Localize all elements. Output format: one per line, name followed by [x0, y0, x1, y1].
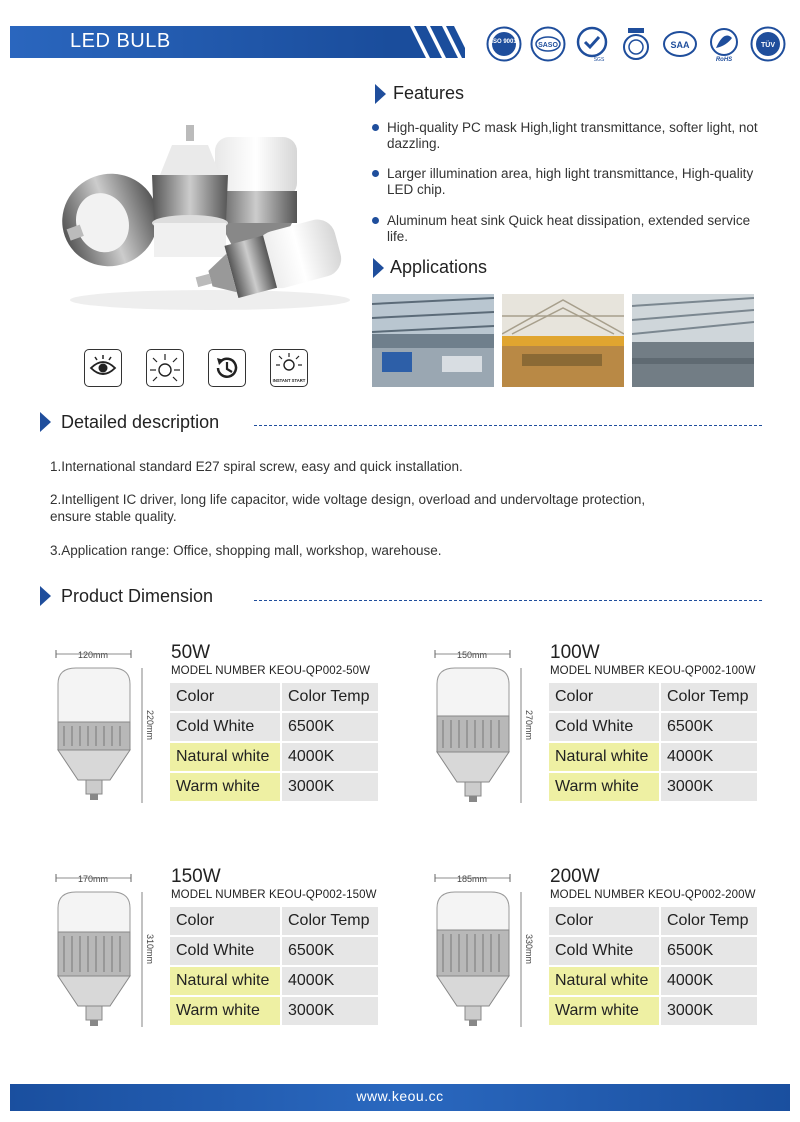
table-row: Natural white 4000K	[170, 743, 378, 771]
product-wattage: 50W	[171, 642, 211, 663]
table-row: Warm white 3000K	[549, 997, 757, 1025]
applications-heading: Applications	[390, 257, 488, 277]
bullet-icon	[372, 124, 379, 131]
svg-text:SAA: SAA	[670, 40, 690, 50]
bullet-icon	[372, 217, 379, 224]
table-row: Natural white 4000K	[549, 967, 757, 995]
feature-item: Larger illumination area, high light transmittance, High-quality LED chip.	[372, 166, 762, 198]
height-dimension: 270mm	[524, 710, 534, 741]
saa-icon	[662, 26, 698, 62]
website-link[interactable]: www.keou.cc	[356, 1088, 444, 1104]
bullet-icon	[372, 170, 379, 177]
saso-icon	[530, 26, 566, 62]
table-row: Warm white 3000K	[549, 773, 757, 801]
model-number: MODEL NUMBER KEOU-QP002-100W	[550, 665, 756, 677]
iso-9001-icon	[486, 26, 522, 62]
feature-item: Aluminum heat sink Quick heat dissipation, extended service life.	[372, 213, 762, 245]
width-dimension: 120mm	[78, 650, 109, 660]
bulb-diagram	[46, 872, 156, 1036]
height-dimension: 310mm	[145, 934, 155, 965]
description-heading: Detailed description	[61, 412, 220, 432]
feature-item: High-quality PC mask High,light transmittance, softer light, not dazzling.	[372, 120, 762, 152]
bulb-diagram	[425, 648, 535, 812]
sgs-icon	[574, 26, 610, 62]
description-arrow-icon	[40, 412, 51, 432]
width-dimension: 170mm	[78, 874, 109, 884]
certification-logos	[486, 26, 786, 66]
dimension-heading: Product Dimension	[61, 586, 214, 606]
table-row: Warm white 3000K	[170, 773, 378, 801]
page-title: LED BULB	[70, 30, 171, 52]
svg-text:INSTANT START: INSTANT START	[272, 378, 306, 383]
application-photo-warehouse	[372, 294, 494, 387]
table-row: Color Color Temp	[170, 907, 378, 935]
model-number: MODEL NUMBER KEOU-QP002-200W	[550, 889, 756, 901]
wide-beam-angle-icon	[146, 349, 184, 387]
tuv-icon	[750, 26, 786, 62]
description-item: 3.Application range: Office, shopping mall, workshop, warehouse.	[50, 543, 442, 558]
model-number: MODEL NUMBER KEOU-QP002-50W	[171, 665, 371, 677]
application-photo-factory	[502, 294, 624, 387]
table-row: Cold White 6500K	[549, 937, 757, 965]
svg-text:ISO 9001: ISO 9001	[491, 39, 517, 45]
spec-table	[547, 905, 759, 1027]
table-row: Natural white 4000K	[170, 967, 378, 995]
section-divider	[254, 425, 762, 426]
product-wattage: 200W	[550, 866, 600, 887]
model-number: MODEL NUMBER KEOU-QP002-150W	[171, 889, 377, 901]
height-dimension: 330mm	[524, 934, 534, 965]
svg-text:SASO: SASO	[538, 42, 558, 49]
dimension-arrow-icon	[40, 586, 51, 606]
bulb-diagram	[46, 648, 156, 812]
table-row: Natural white 4000K	[549, 743, 757, 771]
eye-protection-icon	[84, 349, 122, 387]
table-row: Color Color Temp	[549, 907, 757, 935]
ccc-icon	[618, 26, 654, 62]
table-row: Warm white 3000K	[170, 997, 378, 1025]
product-card-200w	[425, 864, 765, 1036]
table-row: Color Color Temp	[549, 683, 757, 711]
product-card-100w	[425, 640, 765, 812]
svg-text:SGS: SGS	[593, 57, 605, 62]
svg-text:RoHS: RoHS	[715, 57, 733, 62]
product-card-150w	[46, 864, 386, 1036]
height-dimension: 220mm	[145, 710, 155, 741]
description-item: 2.Intelligent IC driver, long life capacitor, wide voltage design, overload and undervoltage protection, ensure stable quality.	[50, 492, 646, 524]
bulb-diagram	[425, 872, 535, 1036]
long-lifespan-icon	[208, 349, 246, 387]
table-row: Cold White 6500K	[170, 713, 378, 741]
spec-table	[547, 681, 759, 803]
product-wattage: 150W	[171, 866, 221, 887]
instant-start-icon	[270, 349, 308, 387]
table-row: Cold White 6500K	[549, 713, 757, 741]
applications-arrow-icon	[373, 258, 384, 278]
width-dimension: 185mm	[457, 874, 488, 884]
product-card-50w	[46, 640, 386, 812]
width-dimension: 150mm	[457, 650, 488, 660]
features-arrow-icon	[375, 84, 386, 104]
table-row: Color Color Temp	[170, 683, 378, 711]
table-row: Cold White 6500K	[170, 937, 378, 965]
spec-table	[168, 905, 380, 1027]
features-heading: Features	[393, 83, 465, 103]
rohs-icon	[706, 26, 742, 62]
application-photo-hall	[632, 294, 754, 387]
product-photo	[50, 115, 355, 315]
svg-text:TÜV: TÜV	[761, 42, 775, 49]
description-item: 1.International standard E27 spiral screw, easy and quick installation.	[50, 459, 463, 474]
spec-table	[168, 681, 380, 803]
section-divider	[254, 600, 762, 601]
product-wattage: 100W	[550, 642, 600, 663]
